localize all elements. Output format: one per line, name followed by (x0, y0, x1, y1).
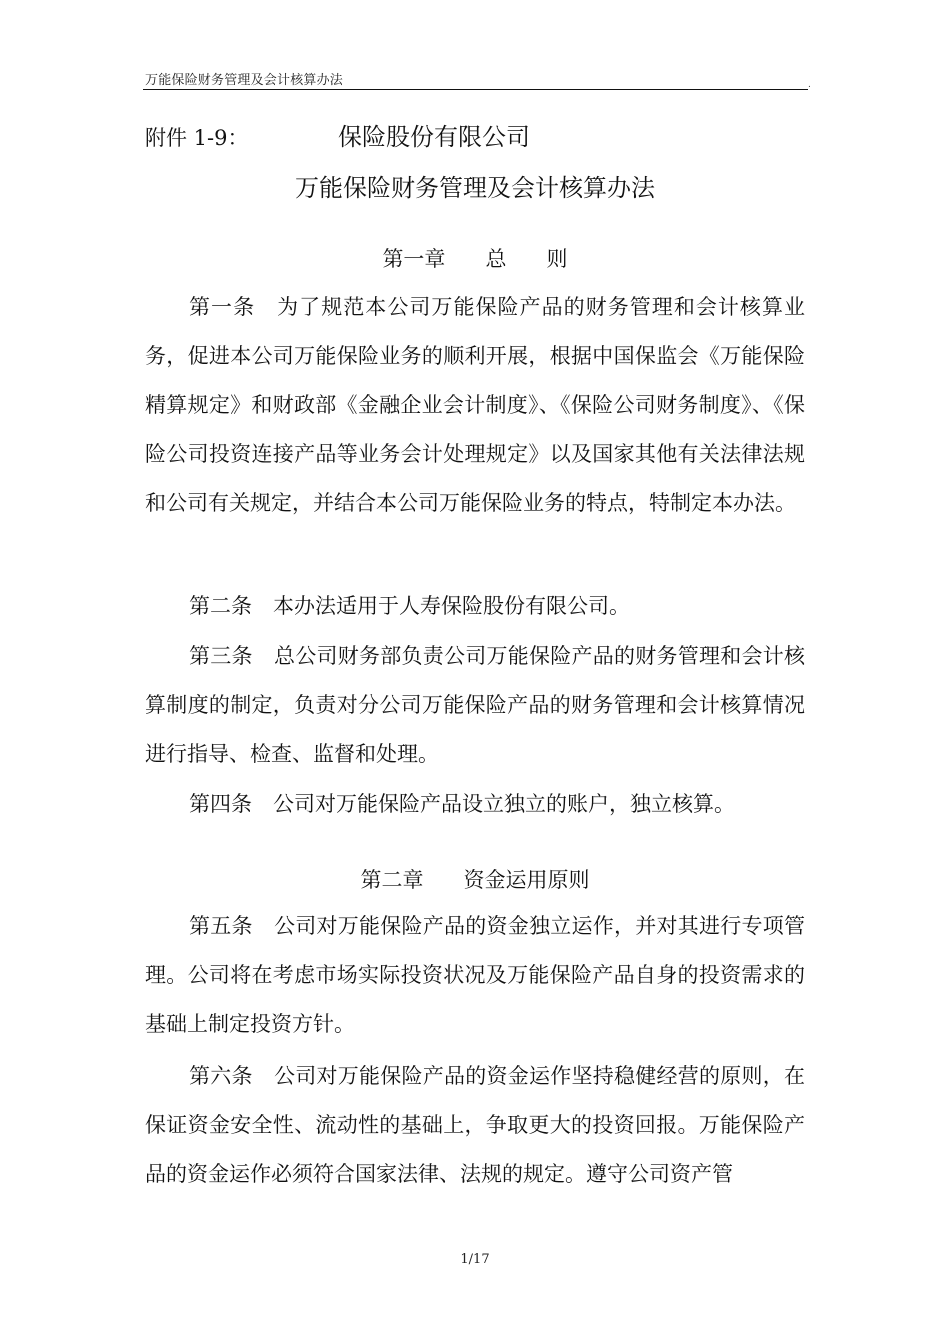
article-2: 第二条 本办法适用于人寿保险股份有限公司。 (189, 594, 630, 618)
chapter-1-heading: 第一章 总 则 (382, 247, 568, 271)
chapter-2-heading: 第二章 资金运用原则 (360, 868, 590, 892)
company-name: 保险股份有限公司 (338, 123, 530, 151)
article-3: 第三条 总公司财务部负责公司万能保险产品的财务管理和会计核算制度的制定，负责对分公司万能保险产品的财务管理和会计核算情况进行指导、检查、监督和处理。 (145, 644, 805, 766)
running-header: 万能保险财务管理及会计核算办法 (145, 73, 344, 88)
header-rule (143, 89, 808, 90)
article-6: 第六条 公司对万能保险产品的资金运作坚持稳健经营的原则，在保证资金安全性、流动性的基础上，争取更大的投资回报。万能保险产品的资金运作必须符合国家法律、法规的规定。遵守公司资产管 (145, 1064, 805, 1186)
article-5: 第五条 公司对万能保险产品的资金独立运作，并对其进行专项管理。公司将在考虑市场实际投资状况及万能保险产品自身的投资需求的基础上制定投资方针。 (145, 914, 805, 1036)
page-number: 1/17 (460, 1252, 490, 1267)
article-1: 第一条 为了规范本公司万能保险产品的财务管理和会计核算业务，促进本公司万能保险业务的顺利开展，根据中国保监会《万能保险精算规定》和财政部《金融企业会计制度》、《保险公司财务制度》、《保险公司投资连接产品等业务会计处理规定》以及国家其他有关法律法规和公司有关规定，并结合本公司万能保险业务的特点，特制定本办法。 (145, 295, 805, 515)
article-4: 第四条 公司对万能保险产品设立独立的账户，独立核算。 (189, 792, 735, 816)
header-mark: . (808, 80, 811, 90)
document-title: 万能保险财务管理及会计核算办法 (295, 174, 655, 202)
attachment-label: 附件 1-9： (145, 126, 249, 150)
